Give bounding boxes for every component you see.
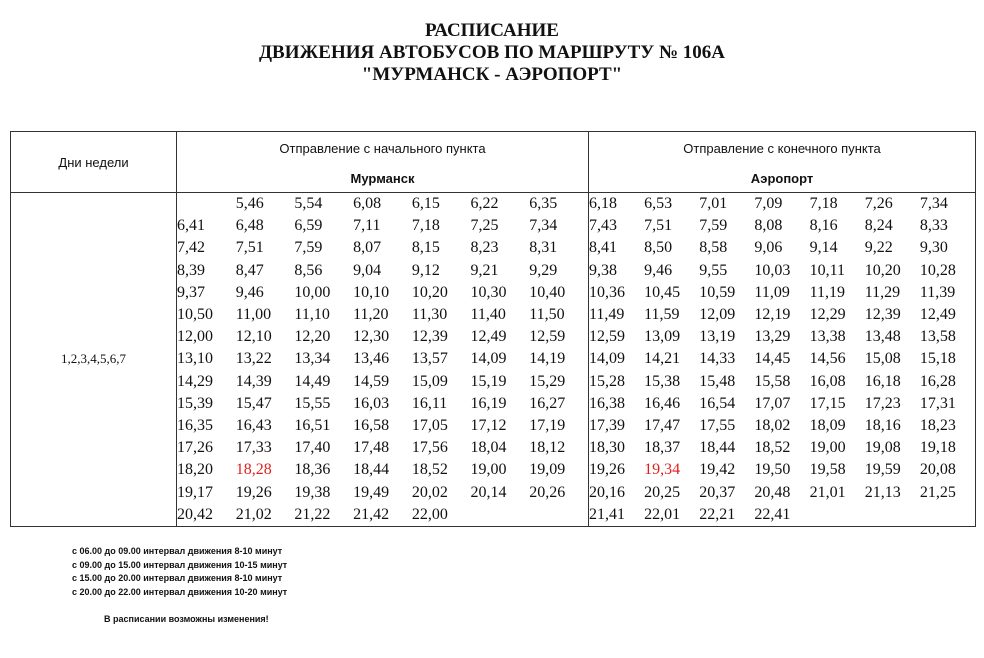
- time-row: [177, 459, 588, 481]
- departure-time: 9,22: [864, 239, 893, 257]
- departure-time: 12,49: [470, 328, 507, 346]
- departure-time: 6,41: [177, 217, 205, 235]
- departure-time: 7,26: [864, 195, 893, 213]
- departure-time: 9,14: [809, 239, 838, 257]
- days-header: Дни недели: [11, 132, 177, 193]
- departure-time: 8,23: [470, 239, 499, 257]
- departure-time: 11,49: [589, 306, 625, 324]
- departure-time: 15,09: [411, 372, 448, 390]
- departure-time: 10,03: [754, 261, 791, 279]
- departure-time: 17,31: [919, 394, 956, 412]
- departure-time: 7,09: [754, 195, 783, 213]
- departure-time: 18,44: [353, 461, 390, 479]
- departure-time: 15,48: [699, 372, 736, 390]
- departure-time: 16,46: [644, 394, 681, 412]
- departure-time: 19,26: [589, 461, 625, 479]
- departure-time: 15,28: [589, 372, 625, 390]
- departure-time: 14,45: [754, 350, 791, 368]
- departure-time: 11,00: [235, 306, 272, 324]
- departure-time: [177, 193, 236, 215]
- departure-time: 20,26: [529, 483, 566, 501]
- departure-time: 16,19: [470, 394, 507, 412]
- departure-time: 21,42: [353, 505, 390, 523]
- departure-time: 13,48: [864, 328, 901, 346]
- departure-time: 20,02: [411, 483, 448, 501]
- time-row: [589, 348, 975, 370]
- departure-time: 6,59: [294, 217, 323, 235]
- left-times-cell: [177, 193, 589, 527]
- departure-time: 19,00: [470, 461, 507, 479]
- departure-time: 10,00: [294, 283, 331, 301]
- departure-time: 9,21: [470, 261, 499, 279]
- departure-time: 21,41: [589, 505, 625, 523]
- departure-time: 10,59: [699, 283, 736, 301]
- departure-time: 20,08: [919, 461, 956, 479]
- departure-time: 20,16: [589, 483, 625, 501]
- departure-time: 14,49: [294, 372, 331, 390]
- departure-time: 9,37: [177, 283, 205, 301]
- departure-time: 21,13: [864, 483, 901, 501]
- departure-time: 15,39: [177, 394, 213, 412]
- note-line: с 06.00 до 09.00 интервал движения 8-10 минут: [72, 546, 283, 556]
- departure-time: 13,09: [644, 328, 681, 346]
- departure-time: 19,38: [294, 483, 331, 501]
- departure-time: 17,15: [809, 394, 846, 412]
- departure-time: 7,59: [294, 239, 323, 257]
- departure-time: 7,51: [644, 217, 673, 235]
- departure-time: 9,55: [699, 261, 728, 279]
- departure-time: 14,33: [699, 350, 736, 368]
- departure-time: 16,18: [864, 372, 901, 390]
- departure-time: 15,18: [919, 350, 956, 368]
- departure-time: 18,37: [644, 439, 681, 457]
- departure-time: 12,00: [177, 328, 213, 346]
- departure-time: 17,26: [177, 439, 213, 457]
- departure-time: 11,19: [809, 283, 845, 301]
- departure-time: 11,30: [411, 306, 448, 324]
- time-row: [589, 504, 975, 526]
- departure-time: 20,14: [470, 483, 507, 501]
- departure-time: 6,35: [529, 195, 558, 213]
- departure-time: 16,27: [529, 394, 566, 412]
- departure-time: 17,05: [411, 416, 448, 434]
- departure-time: 19,18: [919, 439, 956, 457]
- departure-time: 8,58: [699, 239, 728, 257]
- departure-time: 21,01: [809, 483, 846, 501]
- schedule-table: [10, 131, 976, 527]
- departure-time: 14,09: [589, 350, 625, 368]
- departure-time: 12,09: [699, 306, 736, 324]
- departure-time: 22,21: [699, 505, 736, 523]
- departure-time: 13,19: [699, 328, 736, 346]
- departure-time: 16,03: [353, 394, 390, 412]
- departure-time: 14,21: [644, 350, 681, 368]
- time-row: [589, 215, 975, 237]
- departure-time: 16,38: [589, 394, 625, 412]
- departure-time: [865, 504, 920, 526]
- time-row: [589, 193, 975, 215]
- interval-notes: [72, 545, 287, 599]
- time-row: [589, 326, 975, 348]
- departure-time: 20,25: [644, 483, 681, 501]
- departure-time: 5,54: [294, 195, 323, 213]
- time-row: [589, 237, 975, 259]
- time-row: [589, 415, 975, 437]
- departure-time: 17,23: [864, 394, 901, 412]
- departure-time: 7,42: [177, 239, 205, 257]
- departure-time: 6,53: [644, 195, 673, 213]
- departure-time: 17,56: [411, 439, 448, 457]
- departure-time: 22,00: [411, 505, 448, 523]
- departure-time: 19,17: [177, 483, 213, 501]
- departure-time: 15,55: [294, 394, 331, 412]
- time-row: [177, 393, 588, 415]
- schedule-warning: В расписании возможны изменения!: [104, 614, 269, 624]
- departure-time: 18,44: [699, 439, 736, 457]
- departure-time: 10,28: [919, 261, 956, 279]
- departure-time: 7,01: [699, 195, 728, 213]
- departure-time: 9,06: [754, 239, 783, 257]
- departure-time: 17,40: [294, 439, 331, 457]
- departure-time: 12,49: [919, 306, 956, 324]
- departure-time: 10,45: [644, 283, 681, 301]
- time-row: [589, 393, 975, 415]
- departure-time: 22,01: [644, 505, 681, 523]
- departure-time: 13,29: [754, 328, 791, 346]
- departure-time: 6,48: [235, 217, 264, 235]
- departure-time: 7,11: [353, 217, 381, 235]
- title-line-1: РАСПИСАНИЕ: [425, 20, 559, 41]
- departure-time: 13,34: [294, 350, 331, 368]
- departure-time: 17,07: [754, 394, 791, 412]
- departure-time: 14,29: [177, 372, 213, 390]
- departure-time: 5,46: [235, 195, 264, 213]
- departure-time: 8,39: [177, 261, 205, 279]
- time-row: [177, 504, 588, 526]
- departure-time: 14,59: [353, 372, 390, 390]
- departure-time: 6,22: [470, 195, 499, 213]
- departure-time: 7,43: [589, 217, 617, 235]
- departure-time: 17,48: [353, 439, 390, 457]
- departure-time: 22,41: [754, 505, 791, 523]
- departure-time: 13,57: [411, 350, 448, 368]
- departure-time: 21,02: [235, 505, 272, 523]
- departure-time: 11,50: [529, 306, 565, 324]
- departure-time: 8,24: [864, 217, 893, 235]
- departure-time: 20,48: [754, 483, 791, 501]
- departure-time: 15,19: [470, 372, 507, 390]
- departure-time: 7,34: [919, 195, 948, 213]
- departure-time: 18,02: [754, 416, 791, 434]
- departure-time: [529, 504, 588, 526]
- departure-time: 10,10: [353, 283, 390, 301]
- time-row: [177, 282, 588, 304]
- departure-time: 13,58: [919, 328, 956, 346]
- departure-time: 9,04: [353, 261, 382, 279]
- departure-time: 18,52: [754, 439, 791, 457]
- departure-time: 9,12: [411, 261, 440, 279]
- departure-time: 8,07: [353, 239, 382, 257]
- departure-time: 13,38: [809, 328, 846, 346]
- departure-time: 9,38: [589, 261, 617, 279]
- departure-time: 18,16: [864, 416, 901, 434]
- departure-time: 19,09: [529, 461, 566, 479]
- departure-time: 8,33: [919, 217, 948, 235]
- departure-time: 19,00: [809, 439, 846, 457]
- time-row: [177, 415, 588, 437]
- right-times-grid: [589, 193, 975, 526]
- note-line: с 20.00 до 22.00 интервал движения 10-20 минут: [72, 586, 288, 597]
- time-row: [589, 260, 975, 282]
- departure-time: 10,40: [529, 283, 566, 301]
- departure-time: 8,15: [411, 239, 440, 257]
- departure-time: 7,18: [411, 217, 440, 235]
- left-city-header: Мурманск: [177, 165, 589, 192]
- departure-time: 17,55: [699, 416, 736, 434]
- departure-time: 21,22: [294, 505, 331, 523]
- left-times-grid: [177, 193, 588, 526]
- departure-time: 19,50: [754, 461, 791, 479]
- departure-time: 7,59: [699, 217, 728, 235]
- time-row: [177, 193, 588, 215]
- departure-time: 15,47: [235, 394, 272, 412]
- time-row: [177, 304, 588, 326]
- departure-time: 10,50: [177, 306, 213, 324]
- departure-time: 8,47: [235, 261, 264, 279]
- note-line: с 15.00 до 20.00 интервал движения 8-10 минут: [72, 573, 283, 583]
- time-row: [177, 437, 588, 459]
- departure-time: 10,20: [864, 261, 901, 279]
- departure-time: 6,08: [353, 195, 382, 213]
- departure-time: 13,10: [177, 350, 213, 368]
- departure-time: 11,29: [864, 283, 901, 301]
- time-row: [177, 260, 588, 282]
- departure-time: 8,41: [589, 239, 617, 257]
- days-value: 1,2,3,4,5,6,7: [11, 193, 177, 527]
- departure-time: 16,54: [699, 394, 736, 412]
- departure-time: 18,30: [589, 439, 625, 457]
- departure-time: 9,30: [919, 239, 948, 257]
- departure-time: 12,39: [864, 306, 901, 324]
- time-row: [177, 481, 588, 503]
- departure-time: 10,30: [470, 283, 507, 301]
- right-departure-header: Отправление с конечного пункта: [589, 132, 976, 166]
- departure-time: 8,08: [754, 217, 783, 235]
- departure-time: 15,38: [644, 372, 681, 390]
- departure-time: 18,09: [809, 416, 846, 434]
- departure-time: 18,12: [529, 439, 566, 457]
- departure-time: 13,46: [353, 350, 390, 368]
- departure-time: 13,22: [235, 350, 272, 368]
- time-row: [177, 348, 588, 370]
- departure-time: 18,36: [294, 461, 331, 479]
- departure-time: 15,29: [529, 372, 566, 390]
- departure-time: 10,36: [589, 283, 625, 301]
- departure-time: 7,51: [235, 239, 264, 257]
- departure-time: 12,10: [235, 328, 272, 346]
- departure-time: [920, 504, 975, 526]
- departure-time: 15,08: [864, 350, 901, 368]
- departure-time: 16,35: [177, 416, 213, 434]
- departure-time: 7,18: [809, 195, 838, 213]
- departure-time: 12,39: [411, 328, 448, 346]
- time-row: [177, 215, 588, 237]
- departure-time: 9,46: [644, 261, 673, 279]
- departure-time: 6,15: [411, 195, 440, 213]
- time-row: [589, 371, 975, 393]
- departure-time: 19,34: [644, 461, 681, 479]
- departure-time: 16,08: [809, 372, 846, 390]
- departure-time: [810, 504, 865, 526]
- time-row: [589, 282, 975, 304]
- time-row: [589, 481, 975, 503]
- departure-time: 12,20: [294, 328, 331, 346]
- departure-time: 16,58: [353, 416, 390, 434]
- title-line-3: "МУРМАНСК - АЭРОПОРТ": [361, 64, 623, 85]
- departure-time: 15,58: [754, 372, 791, 390]
- departure-time: 18,28: [235, 461, 272, 479]
- time-row: [589, 459, 975, 481]
- time-row: [589, 437, 975, 459]
- time-row: [177, 237, 588, 259]
- departure-time: 12,29: [809, 306, 846, 324]
- departure-time: 20,42: [177, 505, 213, 523]
- time-row: [589, 304, 975, 326]
- departure-time: 11,59: [644, 306, 680, 324]
- note-line: с 09.00 до 15.00 интервал движения 10-15 минут: [72, 559, 288, 570]
- departure-time: 7,25: [470, 217, 499, 235]
- departure-time: 8,31: [529, 239, 558, 257]
- departure-time: 9,46: [235, 283, 264, 301]
- departure-time: 12,59: [589, 328, 625, 346]
- departure-time: 11,20: [353, 306, 389, 324]
- departure-time: 17,12: [470, 416, 507, 434]
- time-row: [177, 326, 588, 348]
- departure-time: 10,11: [809, 261, 845, 279]
- departure-time: 19,26: [235, 483, 272, 501]
- departure-time: 6,18: [589, 195, 617, 213]
- departure-time: 20,37: [699, 483, 736, 501]
- departure-time: 16,51: [294, 416, 331, 434]
- departure-time: 8,56: [294, 261, 323, 279]
- departure-time: 9,29: [529, 261, 558, 279]
- right-times-cell: [589, 193, 976, 527]
- departure-time: 10,20: [411, 283, 448, 301]
- departure-time: 14,56: [809, 350, 846, 368]
- departure-time: 18,23: [919, 416, 956, 434]
- departure-time: 19,42: [699, 461, 736, 479]
- departure-time: 7,34: [529, 217, 558, 235]
- departure-time: 16,43: [235, 416, 272, 434]
- departure-time: 17,33: [235, 439, 272, 457]
- departure-time: 17,47: [644, 416, 681, 434]
- schedule-title: [0, 20, 984, 86]
- departure-time: 18,04: [470, 439, 507, 457]
- right-city-header: Аэропорт: [589, 165, 976, 192]
- left-departure-header: Отправление с начального пункта: [177, 132, 589, 166]
- departure-time: 12,30: [353, 328, 390, 346]
- departure-time: 11,10: [294, 306, 330, 324]
- departure-time: 16,28: [919, 372, 956, 390]
- departure-time: 12,19: [754, 306, 791, 324]
- departure-time: 12,59: [529, 328, 566, 346]
- departure-time: 18,52: [411, 461, 448, 479]
- departure-time: 21,25: [919, 483, 956, 501]
- departure-time: 14,09: [470, 350, 507, 368]
- departure-time: 11,09: [754, 283, 790, 301]
- departure-time: 19,58: [809, 461, 846, 479]
- title-line-2: ДВИЖЕНИЯ АВТОБУСОВ ПО МАРШРУТУ № 106А: [258, 42, 726, 63]
- departure-time: 11,40: [470, 306, 506, 324]
- departure-time: 16,11: [411, 394, 448, 412]
- departure-time: 11,39: [919, 283, 956, 301]
- departure-time: 14,39: [235, 372, 272, 390]
- departure-time: 17,39: [589, 416, 625, 434]
- departure-time: 8,50: [644, 239, 673, 257]
- departure-time: 8,16: [809, 217, 838, 235]
- departure-time: [471, 504, 530, 526]
- departure-time: 18,20: [177, 461, 213, 479]
- departure-time: 19,49: [353, 483, 390, 501]
- departure-time: 17,19: [529, 416, 566, 434]
- departure-time: 19,59: [864, 461, 901, 479]
- departure-time: 19,08: [864, 439, 901, 457]
- time-row: [177, 371, 588, 393]
- departure-time: 14,19: [529, 350, 566, 368]
